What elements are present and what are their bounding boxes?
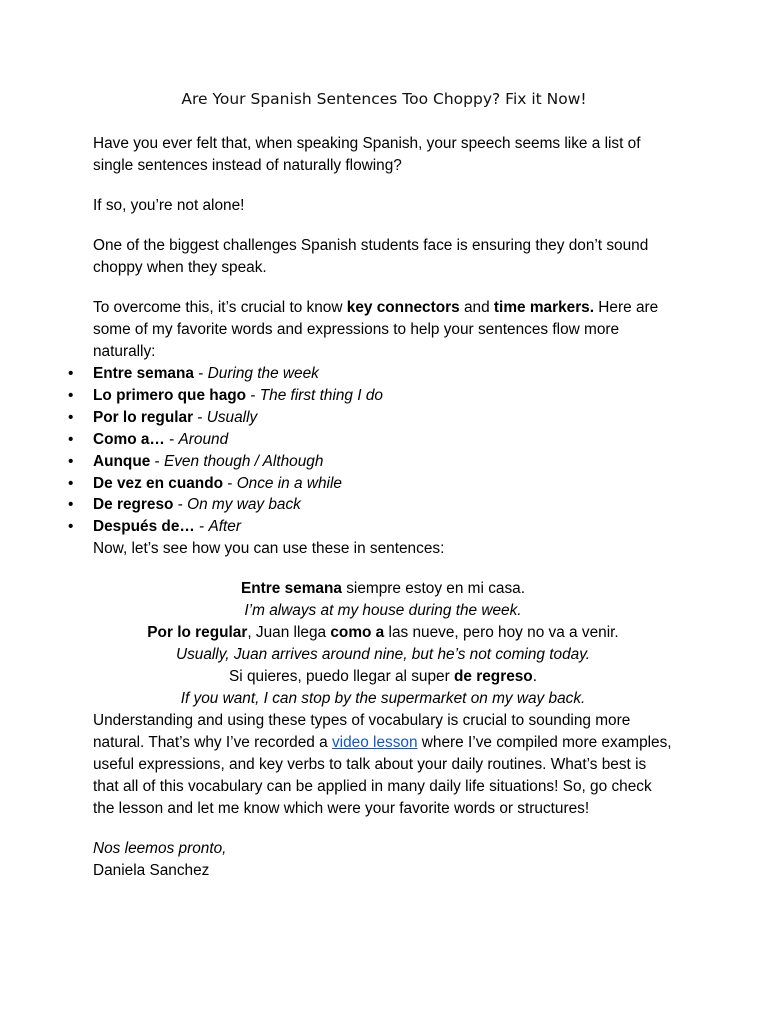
vocab-separator: - (194, 518, 209, 536)
example-1-bold: Entre semana (240, 580, 342, 598)
vocab-spanish: Lo primero que hago (93, 386, 247, 404)
bullet-icon: • (68, 452, 74, 470)
vocab-list (68, 363, 673, 538)
key-connectors-bold: key connectors (346, 299, 460, 316)
vocab-item (68, 516, 673, 538)
example-2-bold-2: como a (330, 624, 385, 642)
bullet-icon: • (68, 430, 74, 448)
example-1-english: I’m always at my house during the week. (244, 602, 522, 620)
vocab-item (68, 407, 673, 429)
vocab-english: Usually (206, 408, 258, 426)
signoff-text: Nos leemos pronto, (93, 839, 227, 857)
vocab-english: Once in a while (236, 474, 342, 492)
vocab-english: After (208, 518, 241, 536)
example-3-rest-2: . (532, 667, 537, 685)
document-body (68, 133, 673, 882)
vocab-item (68, 494, 673, 516)
bullet-icon: • (68, 518, 74, 536)
vocab-item (68, 451, 673, 473)
example-3-english: If you want, I can stop by the supermarket on my way back. (180, 689, 586, 707)
transition-sentence: Now, let’s see how you can use these in sentences: (93, 540, 445, 558)
time-markers-bold: time markers. (493, 299, 595, 316)
vocab-english: During the week (207, 365, 319, 382)
example-2-rest-2: las nueve, pero hoy no va a venir. (384, 624, 619, 642)
example-sentences (93, 578, 673, 709)
p4-text-e: Here are some of my favorite words and expressions to help your sentences flow more naturally: (93, 299, 659, 360)
vocab-item (68, 385, 673, 407)
document-title: Are Your Spanish Sentences Too Choppy? Fix it Now! (181, 90, 587, 108)
vocab-separator: - (150, 452, 164, 470)
example-3-rest-1: Si quieres, puedo llegar al super (229, 667, 455, 685)
vocab-english: Around (178, 430, 229, 448)
vocab-separator: - (193, 408, 207, 426)
example-2-rest-1: , Juan llega (247, 624, 331, 642)
bullet-icon: • (68, 365, 74, 382)
intro-paragraph-2: If so, you’re not alone! (93, 197, 245, 214)
intro-paragraph-3: One of the biggest challenges Spanish students face is ensuring they don’t sound choppy when they speak. (93, 237, 649, 276)
vocab-english: On my way back (187, 496, 301, 514)
vocab-spanish: Entre semana (93, 365, 194, 382)
example-2-spanish (93, 622, 673, 644)
vocab-item (68, 363, 673, 385)
vocab-spanish: De regreso (93, 496, 174, 514)
vocab-english: The first thing I do (259, 386, 383, 404)
intro-paragraph-4 (93, 297, 673, 363)
p4-text-a: To overcome this, it’s crucial to know (93, 299, 347, 316)
closing-text-a: Understanding and using these types of vocabulary is crucial to sounding more natural. That’s why I’ve recorded a (93, 711, 631, 751)
p4-text-c: and (459, 299, 494, 316)
example-3-spanish (93, 666, 673, 688)
vocab-spanish: Como a… (93, 430, 165, 448)
example-2-bold-1: Por lo regular (147, 624, 248, 642)
example-3-bold: de regreso (454, 667, 533, 685)
bullet-icon: • (68, 496, 74, 514)
author-name: Daniela Sanchez (93, 861, 210, 879)
vocab-separator: - (246, 386, 260, 404)
vocab-spanish: Después de… (93, 518, 195, 536)
intro-paragraph-1: Have you ever felt that, when speaking Spanish, your speech seems like a list of single sentences instead of naturally flowing? (93, 135, 641, 174)
vocab-spanish: Aunque (93, 452, 151, 470)
example-1-spanish (93, 578, 673, 600)
vocab-english: Even though / Although (163, 452, 324, 470)
vocab-separator: - (164, 430, 179, 448)
vocab-separator: - (193, 365, 208, 382)
vocab-spanish: Por lo regular (93, 408, 194, 426)
bullet-icon: • (68, 408, 74, 426)
vocab-separator: - (173, 496, 188, 514)
vocab-item (68, 429, 673, 451)
vocab-spanish: De vez en cuando (93, 474, 224, 492)
signoff (93, 838, 673, 860)
closing-text-b: where I’ve compiled more examples, useful expressions, and key verbs to talk about your daily routines. What’s best is that all of this vocabulary can be applied in many daily life situations! So, go check the lesson and let me know which were your favorite words or structures! (93, 733, 672, 817)
bullet-icon: • (68, 474, 74, 492)
bullet-icon: • (68, 386, 74, 404)
example-1-rest: siempre estoy en mi casa. (341, 580, 525, 598)
closing-paragraph (93, 710, 673, 820)
video-lesson-link[interactable]: video lesson (331, 733, 418, 751)
vocab-item (68, 473, 673, 495)
vocab-separator: - (223, 474, 237, 492)
example-2-english: Usually, Juan arrives around nine, but he’s not coming today. (175, 645, 591, 663)
